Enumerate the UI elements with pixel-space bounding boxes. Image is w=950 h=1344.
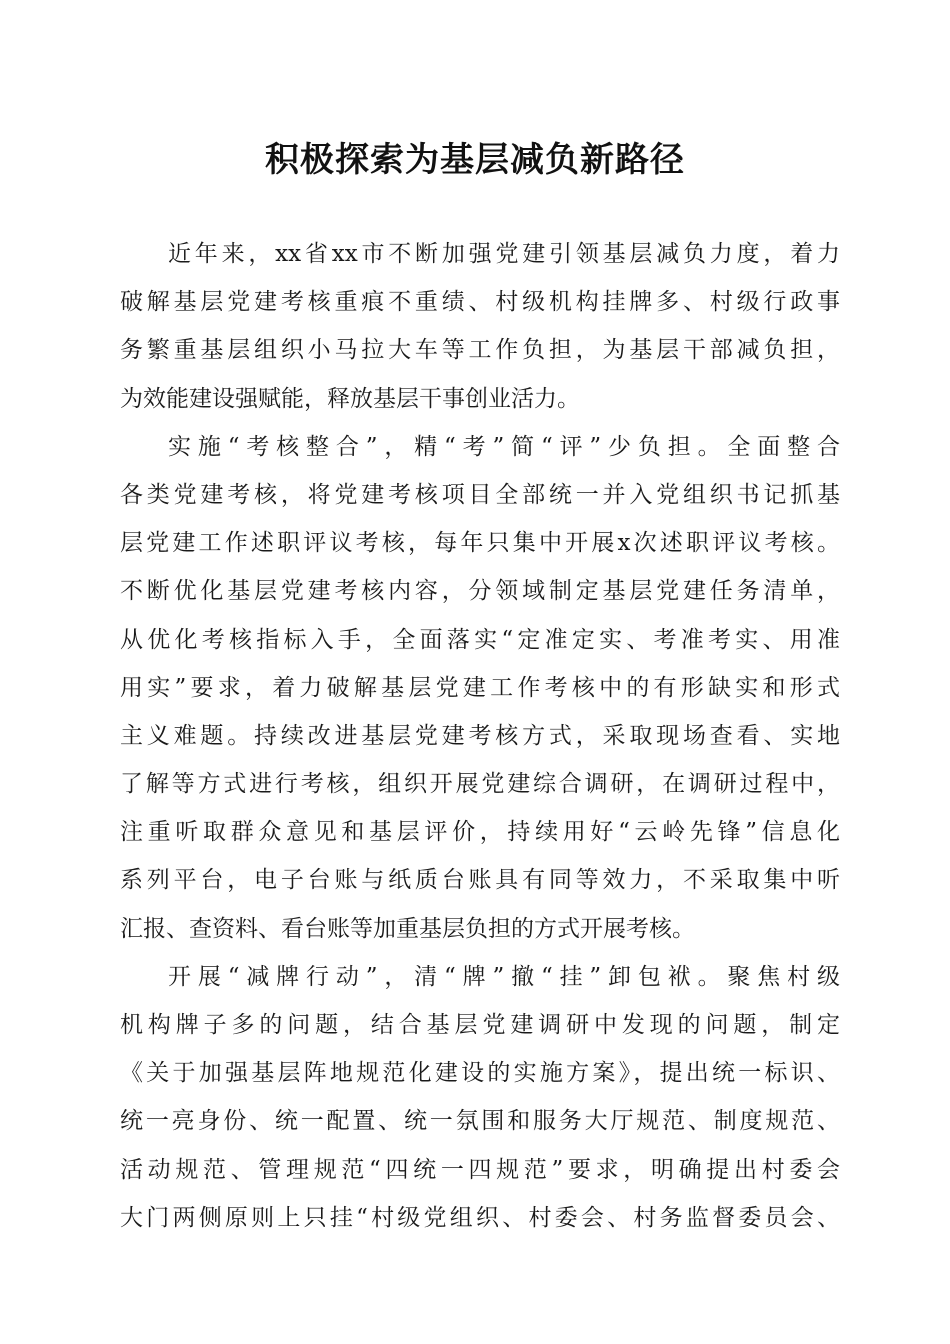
text-line: 近年来，xx省xx市不断加强党建引领基层减负力度，着力 (168, 241, 840, 267)
text-line: 破解基层党建考核重痕不重绩、村级机构挂牌多、村级行政事 (120, 289, 840, 316)
text-line: 层党建工作述职评议考核，每年只集中开展x次述职评议考核。 (120, 530, 840, 557)
text-line: 《关于加强基层阵地规范化建设的实施方案》，提出统一标识、 (120, 1060, 840, 1087)
text-line: 用实”要求，着力破解基层党建工作考核中的有形缺实和形式 (120, 674, 840, 701)
text-line: 汇报、查资料、看台账等加重基层负担的方式开展考核。 (120, 915, 695, 942)
text-line: 实施“考核整合”，精“考”简“评”少负担。全面整合 (168, 433, 840, 460)
text-line: 了解等方式进行考核，组织开展党建综合调研，在调研过程中， (120, 771, 840, 798)
document-title: 积极探索为基层减负新路径 (265, 140, 685, 180)
text-line: 机构牌子多的问题，结合基层党建调研中发现的问题，制定 (120, 1012, 840, 1038)
text-line: 不断优化基层党建考核内容，分领域制定基层党建任务清单， (120, 578, 840, 605)
text-line: 注重听取群众意见和基层评价，持续用好“云岭先锋”信息化 (120, 819, 840, 846)
document-body (120, 236, 840, 1248)
text-line: 各类党建考核，将党建考核项目全部统一并入党组织书记抓基 (120, 481, 840, 508)
text-line: 活动规范、管理规范“四统一四规范”要求，明确提出村委会 (120, 1156, 840, 1183)
text-line: 统一亮身份、统一配置、统一氛围和服务大厅规范、制度规范、 (120, 1108, 840, 1135)
text-line: 主义难题。持续改进基层党建考核方式，采取现场查看、实地 (120, 722, 840, 749)
text-line: 开展“减牌行动”，清“牌”撤“挂”卸包袱。聚焦村级 (168, 963, 840, 990)
text-line: 从优化考核指标入手，全面落实“定准定实、考准考实、用准 (120, 626, 840, 653)
text-line: 系列平台，电子台账与纸质台账具有同等效力，不采取集中听 (120, 867, 840, 894)
text-line: 大门两侧原则上只挂“村级党组织、村委会、村务监督委员会、 (120, 1204, 840, 1231)
text-line: 务繁重基层组织小马拉大车等工作负担，为基层干部减负担， (120, 337, 840, 364)
text-line: 为效能建设强赋能，释放基层干事创业活力。 (120, 385, 580, 412)
